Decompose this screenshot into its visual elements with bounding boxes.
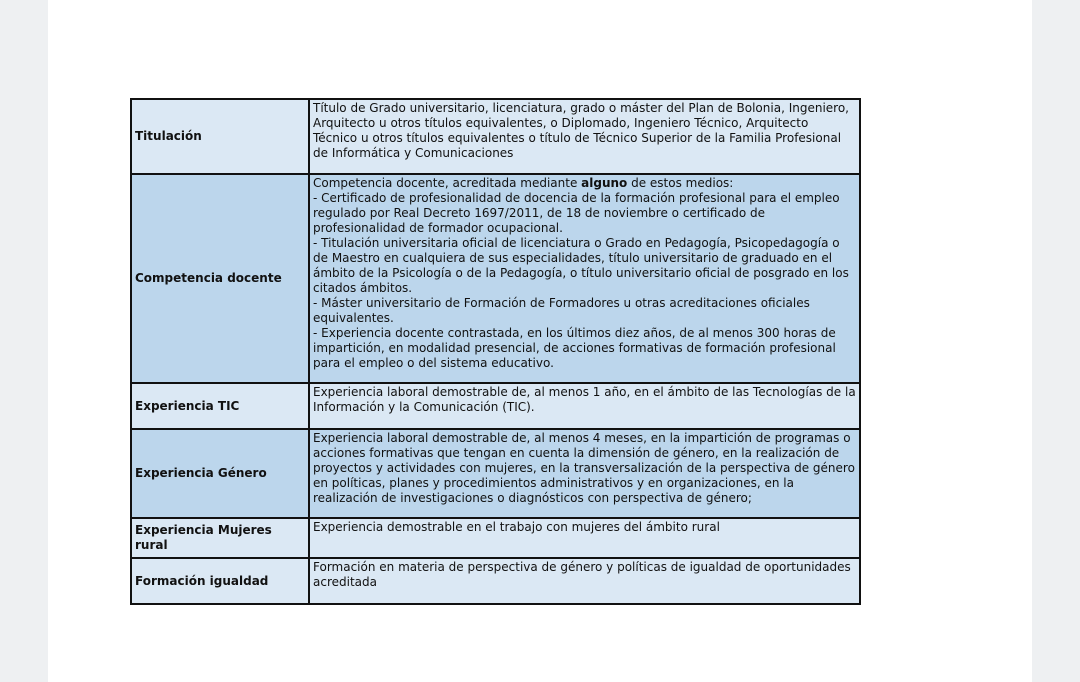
row-description: Experiencia demostrable en el trabajo con mujeres del ámbito rural: [309, 518, 860, 558]
description-intro: Competencia docente, acreditada mediante alguno de estos medios:: [313, 176, 734, 190]
list-item: - Máster universitario de Formación de Formadores u otras acreditaciones oficiales equivalentes.: [313, 296, 814, 325]
document-page: [48, 0, 1032, 682]
list-item: - Certificado de profesionalidad de docencia de la formación profesional para el empleo regulado por Real Decreto 1697/2011, de 18 de noviembre o certificado de profesionalidad de formador ocupacional.: [313, 191, 844, 235]
row-label: Experiencia TIC: [131, 383, 309, 429]
row-description: Experiencia laboral demostrable de, al menos 1 año, en el ámbito de las Tecnologías de la Información y la Comunicación (TIC).: [309, 383, 860, 429]
row-label: Formación igualdad: [131, 558, 309, 604]
row-label: Experiencia Mujeres rural: [131, 518, 309, 558]
table-row: [131, 174, 860, 383]
row-description: Experiencia laboral demostrable de, al menos 4 meses, en la impartición de programas o acciones formativas que tengan en cuenta la dimensión de género, en la realización de proyectos y actividades con mujeres, en la transversalización de la perspectiva de género en políticas, planes y procedimientos administrativos y en organizaciones, en la realización de investigaciones o diagnósticos con perspectiva de género;: [309, 429, 860, 518]
row-label: Titulación: [131, 99, 309, 174]
requirements-table: [130, 98, 861, 605]
table-row: [131, 99, 860, 174]
table-row: [131, 383, 860, 429]
table-row: [131, 518, 860, 558]
emphasis-word: alguno: [581, 176, 628, 190]
row-label: Experiencia Género: [131, 429, 309, 518]
list-item: - Experiencia docente contrastada, en los últimos diez años, de al menos 300 horas de impartición, en modalidad presencial, de acciones formativas de formación profesional para el empleo o del sistema educativo.: [313, 326, 840, 370]
list-item: - Titulación universitaria oficial de licenciatura o Grado en Pedagogía, Psicopedagogía o de Maestro en cualquiera de sus especialidades, título universitario de graduado en el ámbito de la Psicología o de la Pedagogía, o título universitario oficial de posgrado en los citados ámbitos.: [313, 236, 853, 295]
row-description: Formación en materia de perspectiva de género y políticas de igualdad de oportunidades acreditada: [309, 558, 860, 604]
table-row: [131, 558, 860, 604]
row-description: [309, 174, 860, 383]
row-description: Título de Grado universitario, licenciatura, grado o máster del Plan de Bolonia, Ingeniero, Arquitecto u otros títulos equivalentes, o Diplomado, Ingeniero Técnico, Arquitecto Técnico u otros títulos equivalentes o título de Técnico Superior de la Familia Profesional de Informática y Comunicaciones: [309, 99, 860, 174]
row-label: Competencia docente: [131, 174, 309, 383]
table-row: [131, 429, 860, 518]
